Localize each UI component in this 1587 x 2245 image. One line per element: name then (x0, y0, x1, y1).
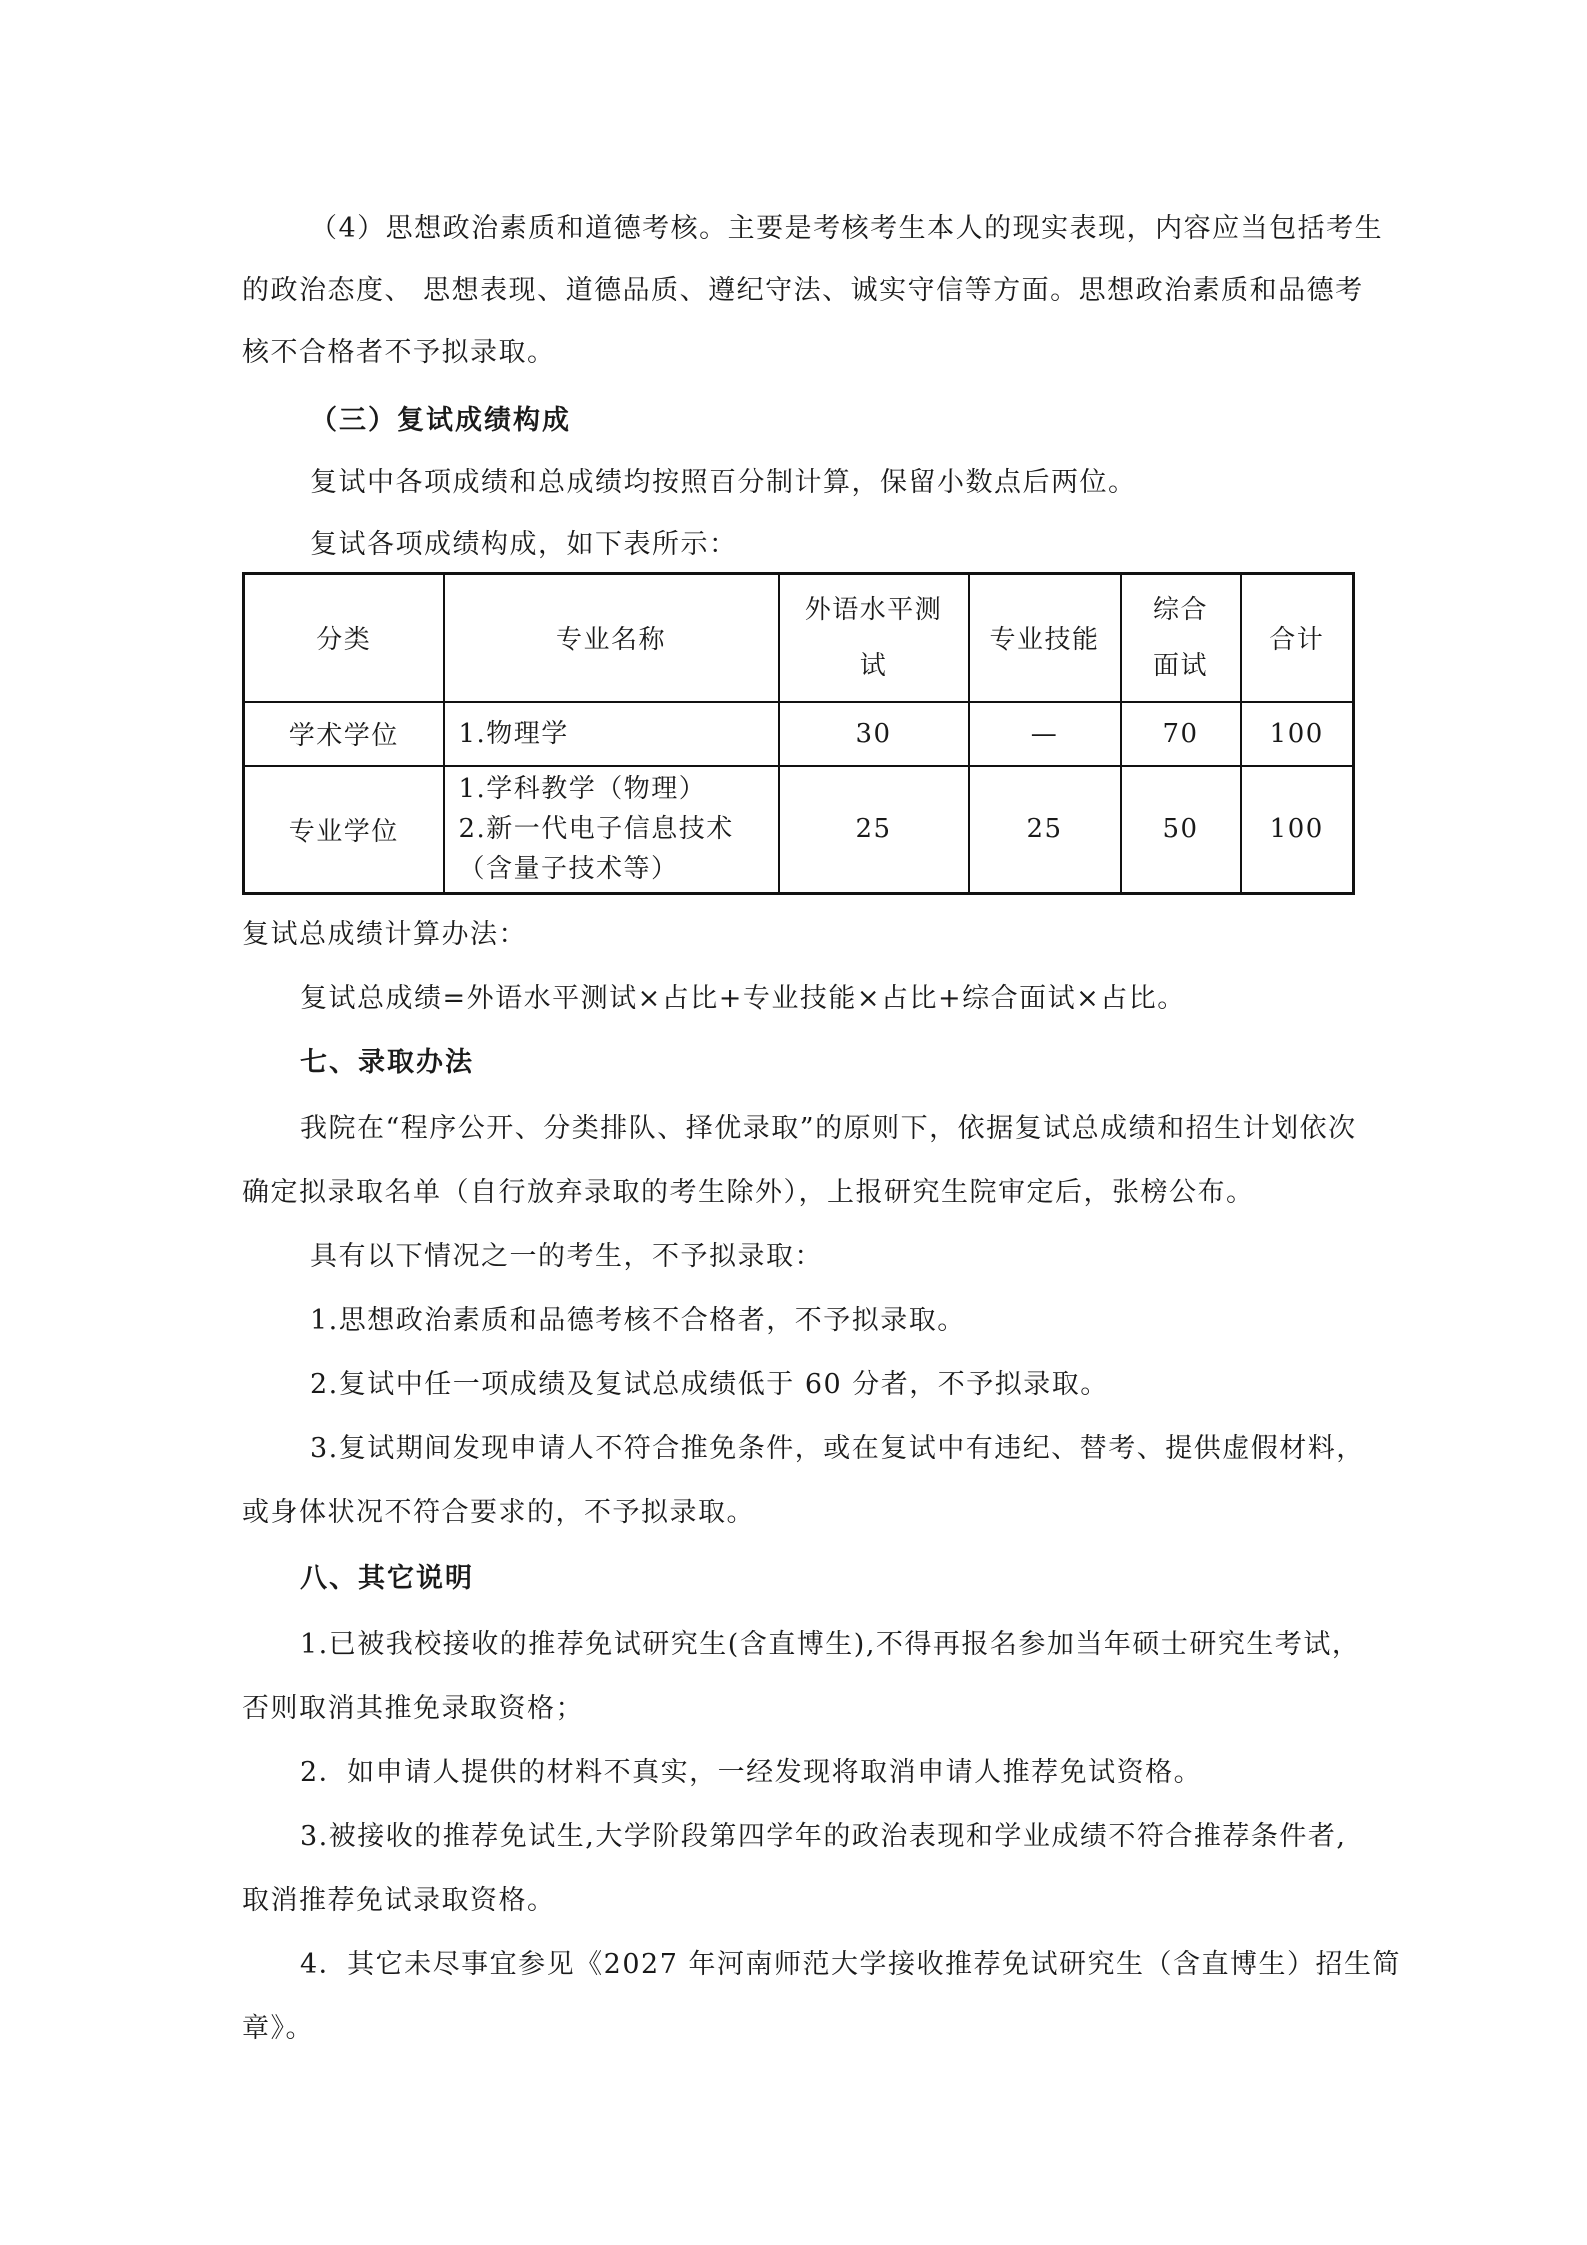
header-foreign-language-line-1: 外语水平测 (804, 594, 943, 625)
table-row (244, 766, 1354, 894)
section-4-line-1: （4）思想政治素质和道德考核。主要是考核考生本人的现实表现，内容应当包括考生 (310, 213, 1384, 244)
row-1-major (444, 702, 779, 766)
header-foreign-language-line-2: 试 (859, 650, 888, 681)
section-8-item-3-line-1: 3.被接收的推荐免试生,大学阶段第四学年的政治表现和学业成绩不符合推荐条件者, (300, 1821, 1347, 1852)
table-header-row (244, 574, 1354, 702)
section-7-heading: 七、录取办法 (300, 1047, 474, 1078)
row-1-interview: 70 (1121, 702, 1241, 766)
score-composition-table (242, 572, 1355, 895)
section-7-paragraph-1-line-2: 确定拟录取名单（自行放弃录取的考生除外），上报研究生院审定后，张榜公布。 (242, 1177, 1255, 1208)
section-4-line-2: 的政治态度、 思想表现、道德品质、遵纪守法、诚实守信等方面。思想政治素质和品德考 (242, 275, 1364, 306)
header-category: 分类 (244, 574, 444, 702)
row-1-total: 100 (1241, 702, 1354, 766)
row-2-category: 专业学位 (244, 766, 444, 894)
row-1-foreign: 30 (779, 702, 969, 766)
section-8-item-2: 2．如申请人提供的材料不真实，一经发现将取消申请人推荐免试资格。 (300, 1757, 1203, 1788)
row-2-major (444, 766, 779, 894)
section-7-item-2: 2.复试中任一项成绩及复试总成绩低于 60 分者，不予拟录取。 (310, 1369, 1109, 1400)
section-8-item-4-line-1: 4．其它未尽事宜参见《2027 年河南师范大学接收推荐免试研究生（含直博生）招生简 (300, 1949, 1401, 1980)
row-2-skill: 25 (969, 766, 1121, 894)
row-2-major-line-3: （含量子技术等） (458, 854, 679, 885)
total-method-formula: 复试总成绩=外语水平测试×占比+专业技能×占比+综合面试×占比。 (300, 983, 1186, 1014)
table-row (244, 702, 1354, 766)
header-professional-skill: 专业技能 (969, 574, 1121, 702)
section-8-heading: 八、其它说明 (300, 1563, 474, 1594)
section-7-paragraph-2: 具有以下情况之一的考生，不予拟录取： (310, 1241, 823, 1272)
header-interview-line-1: 综合 (1152, 594, 1208, 625)
row-2-major-line-1: 1.学科教学（物理） (458, 774, 707, 805)
subsection-3-heading: （三）复试成绩构成 (310, 405, 571, 436)
section-8-item-1-line-2: 否则取消其推免录取资格； (242, 1693, 584, 1724)
header-interview-line-2: 面试 (1152, 650, 1208, 681)
header-total: 合计 (1241, 574, 1354, 702)
section-8-item-1-line-1: 1.已被我校接收的推荐免试研究生(含直博生),不得再报名参加当年硕士研究生考试， (300, 1629, 1361, 1660)
section-8-item-4-line-2: 章》。 (242, 2013, 314, 2044)
section-7-item-3-line-2: 或身体状况不符合要求的，不予拟录取。 (242, 1497, 755, 1528)
section-7-paragraph-1-line-1: 我院在“程序公开、分类排队、择优录取”的原则下，依据复试总成绩和招生计划依次 (300, 1113, 1357, 1144)
row-2-foreign: 25 (779, 766, 969, 894)
section-7-item-1: 1.思想政治素质和品德考核不合格者，不予拟录取。 (310, 1305, 966, 1336)
row-2-total: 100 (1241, 766, 1354, 894)
section-8-item-3-line-2: 取消推荐免试录取资格。 (242, 1885, 556, 1916)
row-2-interview: 50 (1121, 766, 1241, 894)
row-1-category: 学术学位 (244, 702, 444, 766)
row-1-skill: — (969, 702, 1121, 766)
header-foreign-language (779, 574, 969, 702)
row-2-major-line-2: 2.新一代电子信息技术 (458, 814, 734, 845)
header-major: 专业名称 (444, 574, 779, 702)
row-1-major-line-1: 1.物理学 (458, 718, 569, 749)
subsection-3-paragraph-2: 复试各项成绩构成，如下表所示： (310, 529, 738, 560)
header-interview (1121, 574, 1241, 702)
section-4-line-3: 核不合格者不予拟录取。 (242, 337, 556, 368)
section-7-item-3-line-1: 3.复试期间发现申请人不符合推免条件，或在复试中有违纪、替考、提供虚假材料， (310, 1433, 1365, 1464)
subsection-3-paragraph-1: 复试中各项成绩和总成绩均按照百分制计算，保留小数点后两位。 (310, 467, 1137, 498)
total-method-title: 复试总成绩计算办法： (242, 919, 527, 950)
